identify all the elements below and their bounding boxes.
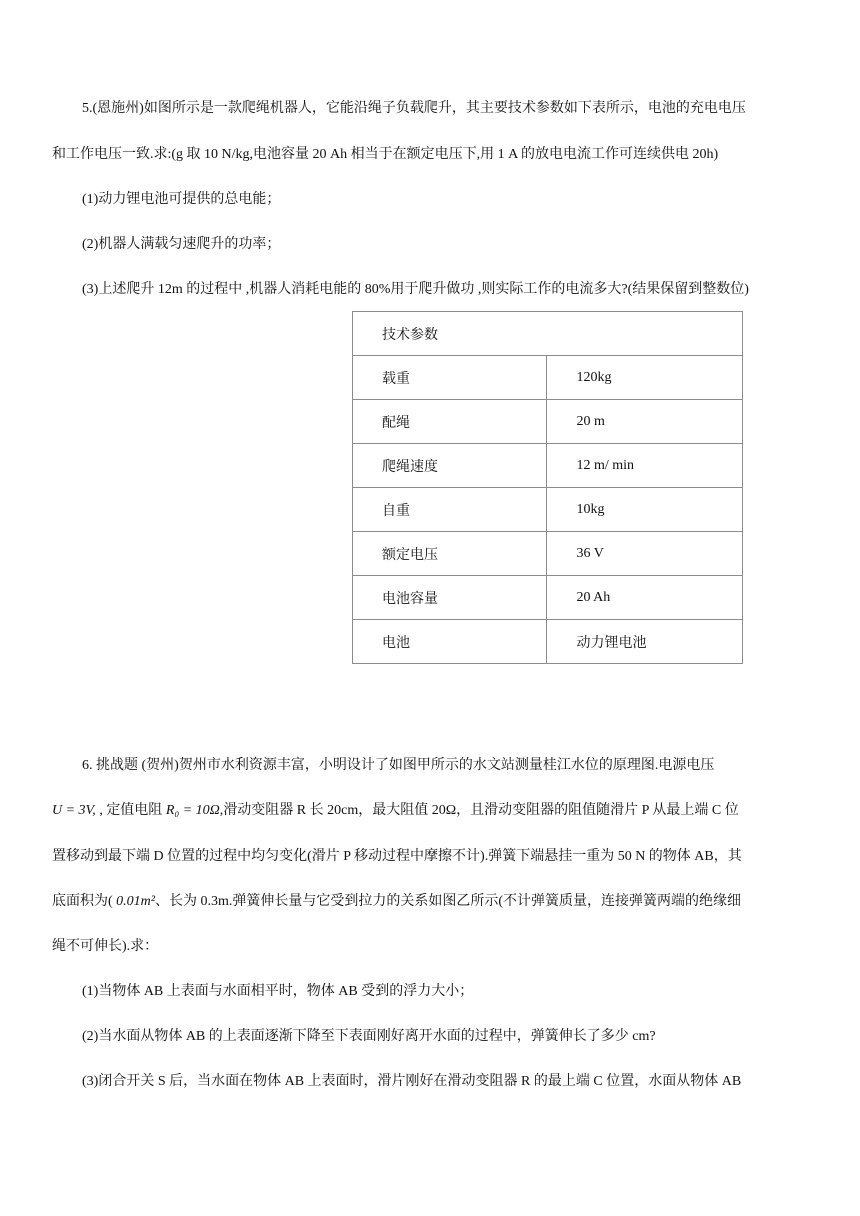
- q6-stem-line-4: [52, 892, 741, 912]
- param-value: 120kg: [547, 356, 743, 400]
- q6-subquestion-2: (2)当水面从物体 AB 的上表面逐渐下降至下表面刚好离开水面的过程中，弹簧伸长了多少 cm?: [82, 1029, 656, 1044]
- voltage-formula: U = 3V,: [52, 803, 96, 818]
- param-label: 电池: [353, 620, 547, 664]
- q5-subquestion-3: (3)上述爬升 12m 的过程中 ,机器人消耗电能的 80%用于爬升做功 ,则实际工作的电流多大?(结果保留到整数位): [82, 282, 749, 297]
- q6-stem-text: 、长为 0.3m.弹簧伸长量与它受到拉力的关系如图乙所示(不计弹簧质量，连接弹簧两端的绝缘细: [154, 894, 742, 909]
- param-label: 载重: [353, 356, 547, 400]
- q6-stem-line-5: 绳不可伸长).求：: [52, 939, 159, 954]
- param-value: 12 m/ min: [547, 444, 743, 488]
- table-header-row: [353, 312, 743, 356]
- param-label: 自重: [353, 488, 547, 532]
- area-formula: 0.01m²: [116, 894, 155, 909]
- q5-subquestion-1: (1)动力锂电池可提供的总电能；: [82, 192, 281, 207]
- param-value: 10kg: [547, 488, 743, 532]
- table-row: [353, 356, 743, 400]
- q5-stem-line-2: 和工作电压一致.求:(g 取 10 N/kg,电池容量 20 Ah 相当于在额定电压下,用 1 A 的放电电流工作可连续供电 20h): [52, 147, 719, 162]
- q6-stem-text: , 定值电阻: [95, 803, 166, 818]
- q5-subquestion-2: (2)机器人满载匀速爬升的功率；: [82, 237, 281, 252]
- table-row: [353, 444, 743, 488]
- table-row: [353, 400, 743, 444]
- table-header: 技术参数: [353, 312, 743, 356]
- param-label: 爬绳速度: [353, 444, 547, 488]
- q6-subquestion-1: (1)当物体 AB 上表面与水面相平时，物体 AB 受到的浮力大小；: [82, 984, 474, 999]
- table-row: [353, 532, 743, 576]
- param-value: 36 V: [547, 532, 743, 576]
- q6-stem-line-2: [52, 801, 739, 821]
- q6-stem-text: 底面积为(: [52, 894, 117, 909]
- param-value: 20 m: [547, 400, 743, 444]
- param-label: 额定电压: [353, 532, 547, 576]
- q6-subquestion-3: (3)闭合开关 S 后，当水面在物体 AB 上表面时，滑片刚好在滑动变阻器 R 的最上端 C 位置，水面从物体 AB: [82, 1074, 742, 1089]
- tech-params-table: [352, 311, 743, 664]
- q6-stem-text: 滑动变阻器 R 长 20cm，最大阻值 20Ω，且滑动变阻器的阻值随滑片 P 从最上端 C 位: [223, 803, 739, 818]
- param-value: 动力锂电池: [547, 620, 743, 664]
- param-value: 20 Ah: [547, 576, 743, 620]
- resistance-formula: R₀ = 10Ω,: [165, 803, 224, 818]
- table-row: [353, 488, 743, 532]
- table-row: [353, 620, 743, 664]
- param-label: 配绳: [353, 400, 547, 444]
- q6-stem-line-3: 置移动到最下端 D 位置的过程中均匀变化(滑片 P 移动过程中摩擦不计).弹簧下端悬挂一重为 50 N 的物体 AB，其: [52, 849, 742, 864]
- q6-stem-line-1: 6. 挑战题 (贺州)贺州市水利资源丰富，小明设计了如图甲所示的水文站测量桂江水位的原理图.电源电压: [82, 758, 715, 773]
- param-label: 电池容量: [353, 576, 547, 620]
- table-row: [353, 576, 743, 620]
- q5-stem-line-1: 5.(恩施州)如图所示是一款爬绳机器人，它能沿绳子负载爬升，其主要技术参数如下表所示，电池的充电电压: [82, 101, 746, 116]
